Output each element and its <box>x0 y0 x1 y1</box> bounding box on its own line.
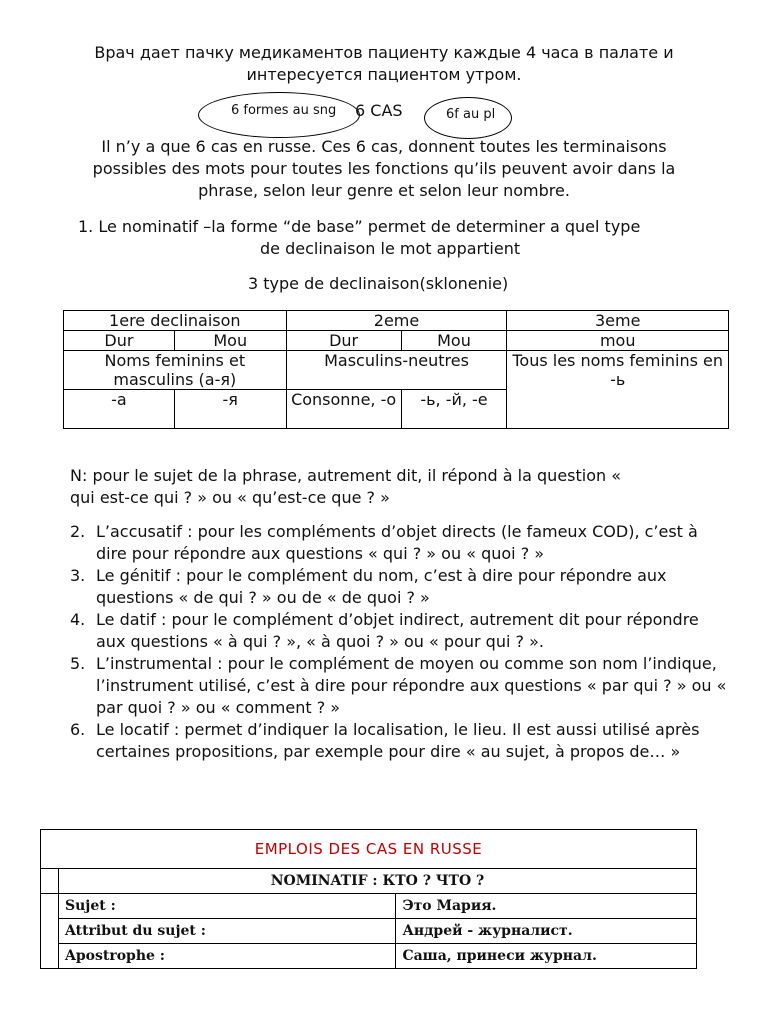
sub-mou-2: Mou <box>401 331 507 351</box>
emplois-table <box>40 829 697 969</box>
n-note-line-1: N: pour le sujet de la phrase, autrement dit, il répond à la question « <box>70 466 622 485</box>
declension-group-row <box>64 351 729 390</box>
cases-list <box>70 521 730 763</box>
header-1ere: 1ere declinaison <box>64 311 287 331</box>
declension-title: 3 type de declinaison(sklonenie) <box>248 274 509 293</box>
para1-line-2: possibles des mots pour toutes les fonctions qu’ils peuvent avoir dans la <box>92 159 676 178</box>
para1-line-3: phrase, selon leur genre et selon leur nombre. <box>198 181 570 200</box>
header-3eme: 3eme <box>507 311 729 331</box>
intro-line-2: интересуется пациентом утром. <box>246 65 522 84</box>
nominatif-line-1: 1. Le nominatif –la forme “de base” permet de determiner a quel type <box>78 217 641 236</box>
table-row <box>41 919 697 944</box>
para1-line-1: Il n’y a que 6 cas en russe. Ces 6 cas, donnent toutes les terminaisons <box>101 137 667 156</box>
ending-2eme-dur: Consonne, -о <box>286 390 401 429</box>
emplois-title-row <box>41 830 697 869</box>
emplois-example: Саша, принеси журнал. <box>396 944 697 969</box>
emplois-section-row <box>41 869 697 894</box>
ending-2eme-mou: -ь, -й, -е <box>401 390 507 429</box>
declension-table <box>63 310 729 429</box>
list-item: 5. L’instrumental : pour le complément de moyen ou comme son nom l’indique, l’instrument utilisé, c’est à dire pour répondre aux questions « par qui ? » ou « par quoi ? » ou « comment ? » <box>70 654 727 717</box>
group-1ere: Noms feminins et masculins (а-я) <box>64 351 287 390</box>
declension-header-row <box>64 311 729 331</box>
sub-mou-3: mou <box>507 331 729 351</box>
oval-note-singular: 6 formes au sng <box>198 92 360 138</box>
list-item: 2. L’accusatif : pour les compléments d’objet directs (le fameux COD), c’est à dire pour répondre aux questions « qui ? » ou « quoi ? » <box>70 522 698 563</box>
emplois-example: Это Мария. <box>396 894 697 919</box>
list-item: 4. Le datif : pour le complément d’objet indirect, autrement dit pour répondre aux questions « à qui ? », « à quoi ? » ou « pour qui ? ». <box>70 610 699 651</box>
list-item: 6. Le locatif : permet d’indiquer la localisation, le lieu. Il est aussi utilisé après certaines propositions, par exemple pour dire « au sujet, à propos de… » <box>70 720 700 761</box>
ending-1ere-mou: -я <box>174 390 286 429</box>
sub-dur-2: Dur <box>286 331 401 351</box>
header-2eme: 2eme <box>286 311 507 331</box>
emplois-label: Attribut du sujet : <box>58 919 395 944</box>
oval-note-plural: 6f au pl <box>424 97 512 139</box>
emplois-label: Apostrophe : <box>58 944 395 969</box>
sub-dur-1: Dur <box>64 331 175 351</box>
emplois-example: Андрей - журналист. <box>396 919 697 944</box>
table-row <box>41 944 697 969</box>
ending-1ere-dur: -а <box>64 390 175 429</box>
declension-sub-row <box>64 331 729 351</box>
nominatif-line-2: de declinaison le mot appartient <box>260 239 521 258</box>
table-row <box>41 894 697 919</box>
n-note-line-2: qui est-ce qui ? » ou « qu’est-ce que ? » <box>70 488 390 507</box>
cas-label: 6 CAS <box>355 101 403 120</box>
sub-mou-1: Mou <box>174 331 286 351</box>
emplois-section: NOMINATIF : КТО ? ЧТО ? <box>58 869 696 894</box>
emplois-title: EMPLOIS DES CAS EN RUSSE <box>41 830 697 869</box>
group-2eme: Masculins-neutres <box>286 351 507 390</box>
group-3eme: Tous les noms feminins en -ь <box>507 351 729 429</box>
list-item: 3. Le génitif : pour le complément du nom, c’est à dire pour répondre aux questions « de qui ? » ou de « de quoi ? » <box>70 566 667 607</box>
emplois-label: Sujet : <box>58 894 395 919</box>
intro-line-1: Врач дает пачку медикаментов пациенту каждые 4 часа в палате и <box>94 43 674 62</box>
